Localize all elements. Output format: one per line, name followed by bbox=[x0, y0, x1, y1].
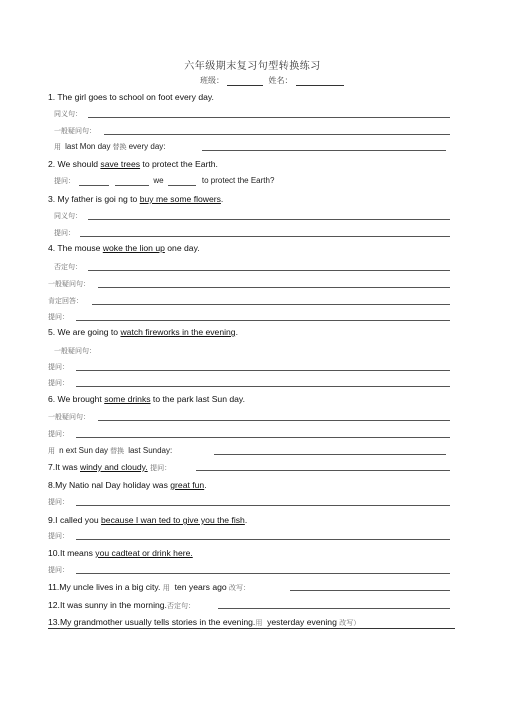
q2-blank-2[interactable] bbox=[115, 177, 149, 186]
q10-ask-label: 提问： bbox=[48, 566, 69, 574]
q4-answer-line-4[interactable] bbox=[76, 320, 450, 321]
q1-answer-line-2[interactable] bbox=[104, 134, 450, 135]
q8-ask-label: 提问： bbox=[48, 498, 69, 506]
q6-question-label: 一般疑问句： bbox=[48, 413, 90, 421]
q4-ask-label: 提问： bbox=[48, 313, 69, 321]
q3-synonym-label: 同义句： bbox=[54, 212, 82, 220]
q9-answer-line[interactable] bbox=[76, 539, 450, 540]
question-11: 11.My uncle lives in a big city. 用 ten years ago 改写： bbox=[48, 582, 251, 592]
q6-answer-line-3[interactable] bbox=[214, 454, 446, 455]
q4-question-label: 一般疑问句： bbox=[48, 280, 90, 288]
q7-answer-line[interactable] bbox=[196, 470, 450, 471]
q13-answer-line[interactable] bbox=[48, 628, 455, 629]
q2-ask-row: 提问： we to protect the Earth? bbox=[54, 176, 275, 185]
q3-ask-label: 提问： bbox=[54, 229, 75, 237]
q1-answer-line-3[interactable] bbox=[202, 150, 446, 151]
q11-answer-line[interactable] bbox=[290, 590, 450, 591]
question-3: 3. My father is goi ng to buy me some flowers. bbox=[48, 194, 224, 204]
q12-answer-line[interactable] bbox=[218, 608, 450, 609]
q1-synonym-label: 同义句： bbox=[54, 110, 82, 118]
q4-affirmative-label: 肯定回答： bbox=[48, 297, 83, 305]
class-name-row bbox=[200, 75, 347, 86]
name-blank[interactable] bbox=[296, 77, 344, 86]
q3-answer-line-2[interactable] bbox=[80, 236, 450, 237]
q2-blank-1[interactable] bbox=[79, 177, 109, 186]
class-label: 班级： bbox=[200, 76, 224, 85]
q3-answer-line-1[interactable] bbox=[88, 219, 450, 220]
question-13: 13.My grandmother usually tells stories in the evening.用 yesterday evening 改写） bbox=[48, 617, 361, 627]
question-9: 9.I called you because I wan ted to give you the fish. bbox=[48, 515, 248, 525]
q4-answer-line-2[interactable] bbox=[98, 287, 450, 288]
page-title: 六年级期末复习句型转换练习 bbox=[184, 61, 321, 72]
name-label: 姓名： bbox=[268, 76, 293, 85]
q6-ask-label: 提问： bbox=[48, 430, 69, 438]
question-8: 8.My Natio nal Day holiday was great fun. bbox=[48, 480, 207, 490]
q1-replace-instruction: 用 last Mon day 替换 every day: bbox=[54, 142, 166, 151]
class-blank[interactable] bbox=[227, 77, 263, 86]
question-7: 7.It was windy and cloudy. 提问： bbox=[48, 462, 172, 472]
question-2: 2. We should save trees to protect the Earth. bbox=[48, 159, 218, 169]
q2-blank-3[interactable] bbox=[168, 177, 196, 186]
q6-replace-instruction: 用 n ext Sun day 替换 last Sunday: bbox=[48, 446, 173, 455]
q5-question-label: 一般疑问句： bbox=[54, 347, 96, 355]
question-5: 5. We are going to watch fireworks in the evening. bbox=[48, 327, 238, 337]
question-10: 10.It means you cadteat or drink here. bbox=[48, 548, 193, 558]
q9-ask-label: 提问： bbox=[48, 532, 69, 540]
question-1: 1. The girl goes to school on foot every day. bbox=[48, 92, 214, 102]
q5-ask-label-1: 提问： bbox=[48, 363, 69, 371]
q4-negative-label: 否定句： bbox=[54, 263, 82, 271]
q4-answer-line-1[interactable] bbox=[88, 270, 450, 271]
question-4: 4. The mouse woke the lion up one day. bbox=[48, 243, 200, 253]
q5-answer-line-2[interactable] bbox=[76, 386, 450, 387]
q5-ask-label-2: 提问： bbox=[48, 379, 69, 387]
question-12: 12.It was sunny in the morning.否定句： bbox=[48, 600, 195, 610]
q6-answer-line-1[interactable] bbox=[98, 420, 450, 421]
q5-answer-line-1[interactable] bbox=[76, 370, 450, 371]
q10-answer-line[interactable] bbox=[76, 573, 450, 574]
q1-answer-line-1[interactable] bbox=[88, 117, 450, 118]
q1-question-label: 一般疑问句： bbox=[54, 127, 96, 135]
question-6: 6. We brought some drinks to the park last Sun day. bbox=[48, 394, 245, 404]
q6-answer-line-2[interactable] bbox=[76, 437, 450, 438]
q4-answer-line-3[interactable] bbox=[92, 304, 450, 305]
q8-answer-line[interactable] bbox=[76, 505, 450, 506]
